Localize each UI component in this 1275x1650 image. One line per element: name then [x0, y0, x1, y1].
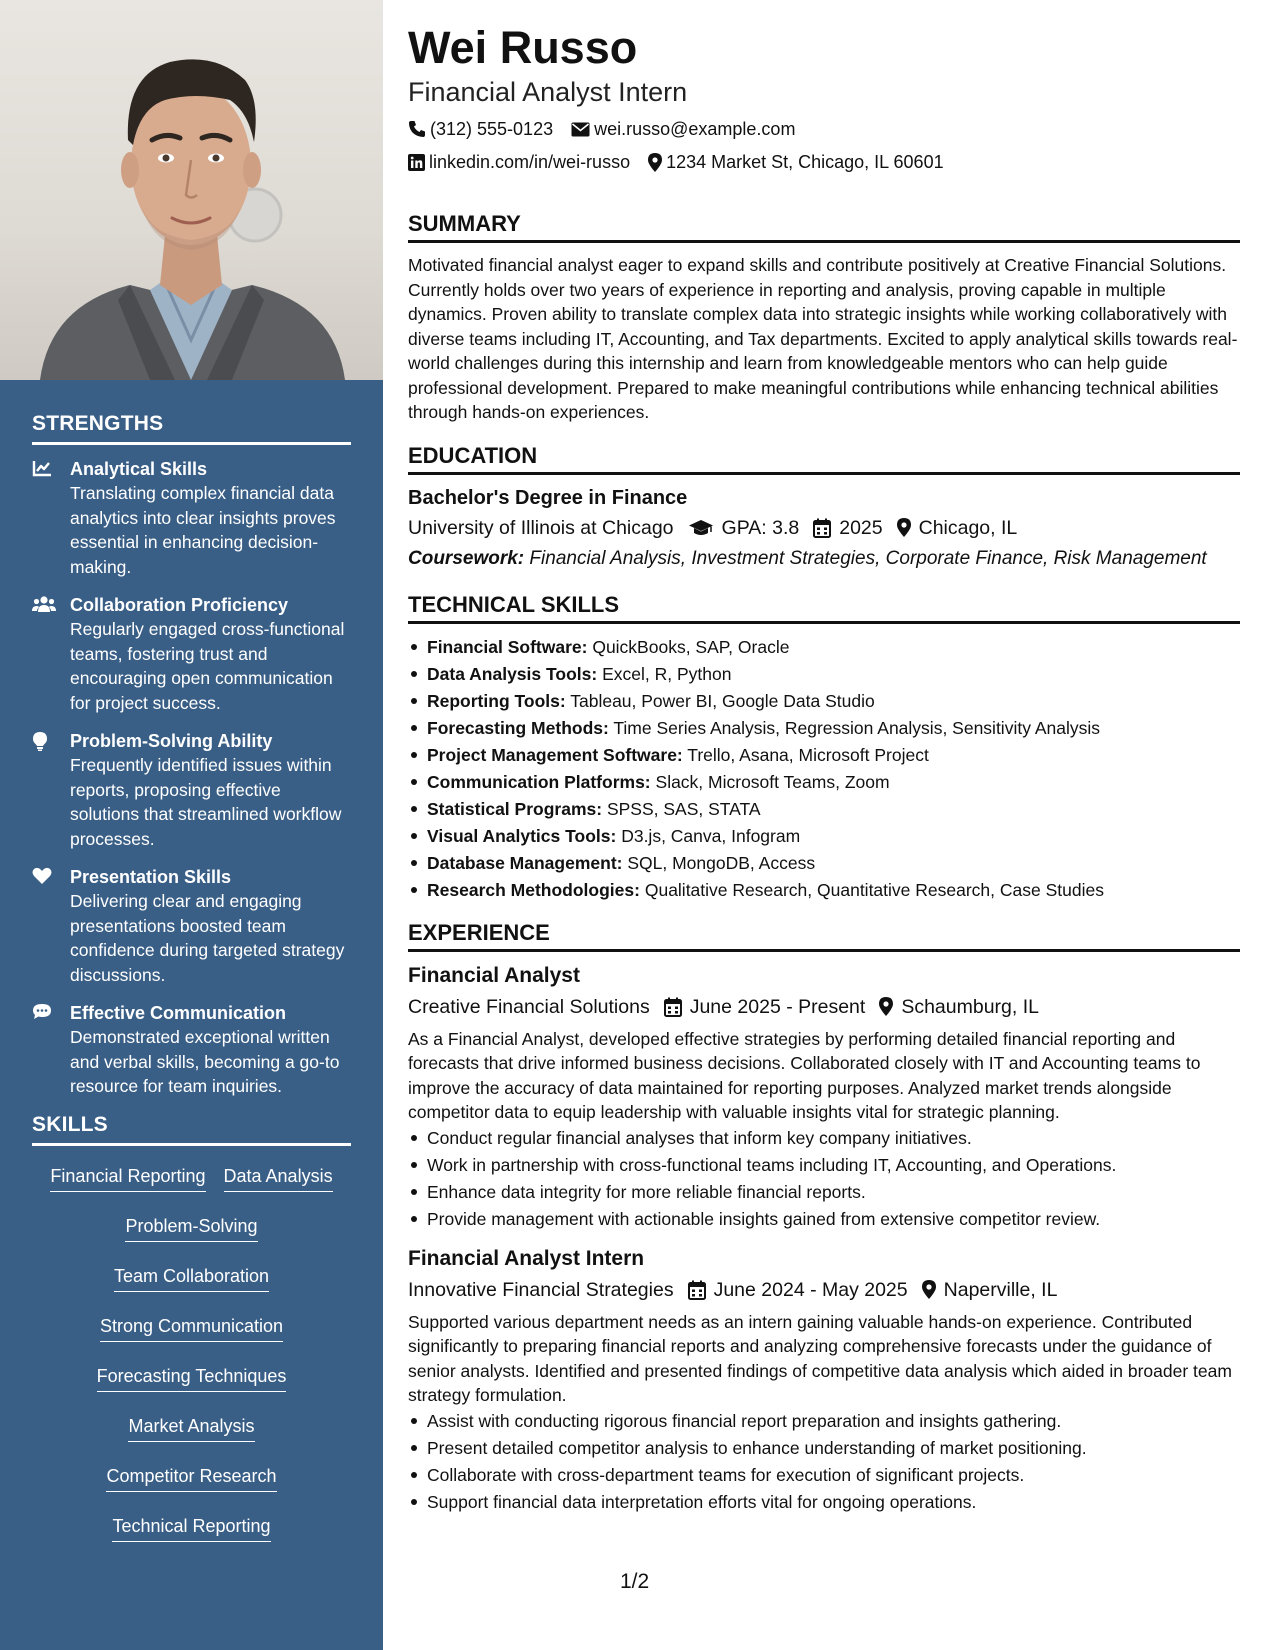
job-location: Schaumburg, IL [901, 995, 1039, 1018]
list-item: Provide management with actionable insights gained from extensive competitor review. [408, 1206, 1240, 1233]
skills-heading: SKILLS [32, 1113, 351, 1146]
skill-label: Project Management Software: [427, 744, 683, 765]
strength-item [32, 593, 351, 715]
education-heading: EDUCATION [408, 443, 1240, 475]
list-item: Collaborate with cross-department teams for execution of significant projects. [408, 1462, 1240, 1489]
school-location: Chicago, IL [918, 516, 1018, 539]
comment-icon [32, 1001, 70, 1099]
company-name: Innovative Financial Strategies [408, 1278, 674, 1301]
job-entry [408, 962, 1240, 1233]
list-item: Enhance data integrity for more reliable financial reports. [408, 1179, 1240, 1206]
skill-tag: Competitor Research [106, 1464, 276, 1492]
skill-tag: Strong Communication [100, 1314, 283, 1342]
job-dates: June 2025 - Present [689, 995, 866, 1018]
contact-row [408, 118, 1240, 140]
skill-label: Research Methodologies: [427, 879, 640, 900]
profile-photo [0, 0, 383, 380]
list-item: Work in partnership with cross-functional teams including IT, Accounting, and Operations. [408, 1152, 1240, 1179]
skill-tag: Market Analysis [128, 1414, 254, 1442]
technical-skills-list [408, 634, 1240, 904]
map-pin-icon [922, 1280, 936, 1299]
technical-skills-heading: TECHNICAL SKILLS [408, 592, 1240, 624]
skill-tag: Problem-Solving [125, 1214, 257, 1242]
linkedin-url: linkedin.com/in/wei-russo [429, 152, 631, 172]
summary-section [408, 211, 1240, 425]
skill-value: Time Series Analysis, Regression Analysis, Sensitivity Analysis [613, 717, 1100, 738]
strength-title: Analytical Skills [70, 459, 208, 479]
strength-description: Demonstrated exceptional written and verbal skills, becoming a go-to resource for team inquiries. [70, 1027, 340, 1096]
skill-label: Forecasting Methods: [427, 717, 609, 738]
coursework-list: Financial Analysis, Investment Strategies, Corporate Finance, Risk Management [529, 547, 1207, 569]
skill-value: SQL, MongoDB, Access [627, 852, 816, 873]
lightbulb-icon [32, 729, 70, 851]
list-item [408, 715, 1240, 742]
email-address: wei.russo@example.com [594, 119, 796, 139]
list-item [408, 850, 1240, 877]
job-entry [408, 1245, 1240, 1516]
graduation-year: 2025 [839, 516, 883, 539]
strength-title: Presentation Skills [70, 867, 232, 887]
phone-number: (312) 555-0123 [430, 119, 554, 139]
gpa-item [688, 514, 800, 542]
skill-value: Excel, R, Python [602, 663, 732, 684]
sidebar [0, 0, 383, 1650]
list-item [408, 796, 1240, 823]
contact-row [408, 151, 1240, 173]
users-icon [32, 593, 70, 715]
job-description: As a Financial Analyst, developed effective strategies by performing detailed financial reporting and forecasts that drive informed business decisions. Collaborated closely with IT and Accounting teams to improve the accuracy of data maintained for reporting purposes. Analyzed market trends alongside competitor data to equip leadership with valuable insights vital for strategic planning. [408, 1028, 1201, 1122]
skill-tag: Technical Reporting [112, 1514, 270, 1542]
skill-label: Communication Platforms: [427, 771, 651, 792]
job-title: Financial Analyst Intern [408, 1246, 645, 1270]
experience-section [408, 920, 1240, 1516]
envelope-icon [571, 122, 590, 137]
location-item [879, 993, 1039, 1021]
phone-icon [408, 120, 426, 138]
map-pin-icon [879, 997, 893, 1016]
job-location: Naperville, IL [943, 1278, 1058, 1301]
calendar-icon [688, 1280, 706, 1300]
strength-description: Frequently identified issues within reports, proposing effective solutions that streamlined workflow processes. [70, 755, 342, 849]
list-item: Assist with conducting rigorous financial report preparation and insights gathering. [408, 1408, 1240, 1435]
job-description: Supported various department needs as an intern gaining valuable hands-on experience. Contributed significantly to preparing financial reports and analyzing comprehensive forecasts under the guidance of senior analysts. Identified and presented findings of competitive data analysis which aided in broader team strategy formulation. [408, 1311, 1232, 1405]
gpa: GPA: 3.8 [721, 516, 800, 539]
skill-tags [32, 1158, 351, 1554]
skill-label: Statistical Programs: [427, 798, 603, 819]
company-name: Creative Financial Solutions [408, 995, 650, 1018]
page-number: 1/2 [620, 1570, 650, 1593]
linkedin-contact[interactable] [408, 151, 630, 173]
job-bullets [408, 1408, 1240, 1516]
candidate-title: Financial Analyst Intern [408, 77, 688, 107]
graduation-cap-icon [688, 519, 714, 537]
address-contact [648, 151, 944, 173]
skill-tag: Forecasting Techniques [97, 1364, 287, 1392]
skill-label: Financial Software: [427, 636, 588, 657]
calendar-icon [664, 997, 682, 1017]
main-content [408, 22, 1240, 1516]
skill-label: Data Analysis Tools: [427, 663, 598, 684]
skill-value: SPSS, SAS, STATA [606, 798, 761, 819]
list-item: Present detailed competitor analysis to enhance understanding of market positioning. [408, 1435, 1240, 1462]
map-pin-icon [648, 153, 662, 172]
chart-line-icon [32, 457, 70, 579]
strength-item [32, 457, 351, 579]
dates-item [664, 993, 866, 1021]
email-contact[interactable] [571, 118, 795, 140]
address-text: 1234 Market St, Chicago, IL 60601 [666, 152, 944, 172]
coursework-label: Coursework: [408, 547, 525, 569]
candidate-name: Wei Russo [408, 22, 638, 73]
strength-item [32, 865, 351, 987]
job-bullets [408, 1125, 1240, 1233]
location-item [897, 514, 1018, 542]
skill-value: D3.js, Canva, Infogram [621, 825, 801, 846]
skill-value: Slack, Microsoft Teams, Zoom [655, 771, 890, 792]
skill-tag: Data Analysis [224, 1164, 333, 1192]
list-item [408, 877, 1240, 904]
linkedin-icon [408, 154, 425, 171]
technical-skills-section [408, 592, 1240, 904]
summary-text: Motivated financial analyst eager to expand skills and contribute positively at Creative Financial Solutions. Currently holds over two years of experience in reporting and analysis, proving capable in multiple dynamics. Proven ability to translate complex data into strategic insights while working collaboratively with diverse teams including IT, Accounting, and Tax departments. Excited to apply analytical skills towards real-world challenges during this internship and learn from knowledgeable mentors who can help guide professional development. Prepared to make meaningful contributions while enhancing technical abilities through hands-on experiences. [408, 255, 1238, 422]
strength-title: Collaboration Proficiency [70, 595, 289, 615]
strength-description: Regularly engaged cross-functional teams, fostering trust and encouraging open communication for project success. [70, 619, 345, 713]
strength-description: Translating complex financial data analytics into clear insights proves essential in enhancing decision-making. [70, 483, 336, 577]
job-title: Financial Analyst [408, 963, 580, 987]
skill-label: Database Management: [427, 852, 623, 873]
education-section [408, 443, 1240, 570]
degree-title: Bachelor's Degree in Finance [408, 486, 688, 509]
strength-item [32, 1001, 351, 1099]
skill-tag: Team Collaboration [114, 1264, 269, 1292]
job-meta [408, 993, 1240, 1021]
strengths-heading: STRENGTHS [32, 412, 351, 445]
phone-contact[interactable] [408, 118, 553, 140]
skill-value: Trello, Asana, Microsoft Project [687, 744, 929, 765]
school-name: University of Illinois at Chicago [408, 516, 674, 539]
experience-heading: EXPERIENCE [408, 920, 1240, 952]
coursework [408, 547, 1240, 570]
skill-value: Tableau, Power BI, Google Data Studio [570, 690, 875, 711]
list-item [408, 742, 1240, 769]
heart-icon [32, 865, 70, 987]
list-item [408, 634, 1240, 661]
strength-title: Problem-Solving Ability [70, 731, 273, 751]
map-pin-icon [897, 518, 911, 537]
list-item: Support financial data interpretation efforts vital for ongoing operations. [408, 1489, 1240, 1516]
job-meta [408, 1276, 1240, 1304]
list-item: Conduct regular financial analyses that inform key company initiatives. [408, 1125, 1240, 1152]
list-item [408, 823, 1240, 850]
list-item [408, 688, 1240, 715]
job-dates: June 2024 - May 2025 [713, 1278, 908, 1301]
strength-description: Delivering clear and engaging presentations boosted team confidence during targeted strategy discussions. [70, 891, 345, 985]
skill-value: Qualitative Research, Quantitative Research, Case Studies [644, 879, 1104, 900]
summary-heading: SUMMARY [408, 211, 1240, 243]
strength-item [32, 729, 351, 851]
skill-label: Reporting Tools: [427, 690, 566, 711]
skill-label: Visual Analytics Tools: [427, 825, 617, 846]
location-item [922, 1276, 1058, 1304]
year-item [813, 514, 882, 542]
skill-tag: Financial Reporting [50, 1164, 205, 1192]
education-meta [408, 514, 1240, 542]
calendar-icon [813, 518, 831, 538]
skill-value: QuickBooks, SAP, Oracle [592, 636, 790, 657]
list-item [408, 769, 1240, 796]
dates-item [688, 1276, 908, 1304]
strength-title: Effective Communication [70, 1003, 287, 1023]
list-item [408, 661, 1240, 688]
